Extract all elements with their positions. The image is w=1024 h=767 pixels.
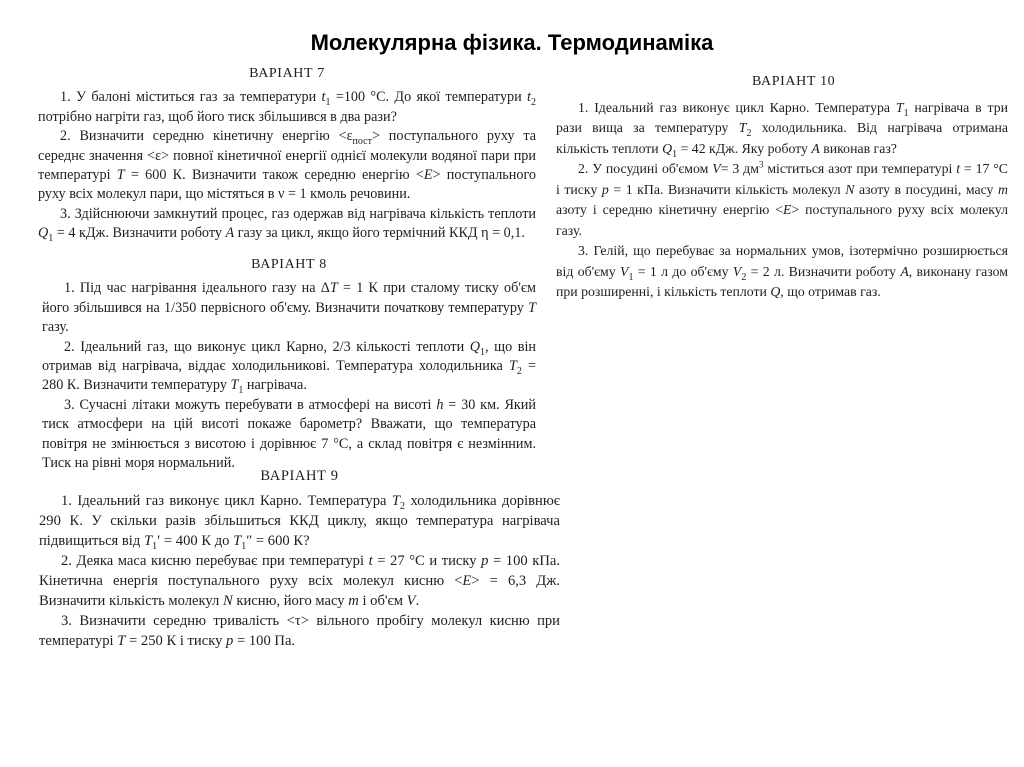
- problem-1: 1. У балоні міститься газ за температури $t_1 =100$ °С. До якої температури $t_2$ потрібно нагріти газ, щоб його тиск збільшився в два рази?: [38, 89, 536, 125]
- variant-title: ВАРІАНТ 9: [260, 468, 339, 484]
- problem-1: 1. Ідеальний газ виконує цикл Карно. Температура $Т_2$ холодильника дорівнює 290 К. У скільки разів збільшиться ККД циклу, якщо температура нагрівача підвищиться від $Т_1' = 400$ К до $Т_1'' = 600$ К?: [39, 493, 560, 552]
- problem-3: 3. Здійснюючи замкнутий процес, газ одержав від нагрівача кількість теплоти $Q_1 = 4$ кДж. Визначити роботу А газу за цикл, якщо його термічний ККД η = 0,1.: [38, 205, 536, 245]
- problem-2: 2. Деяка маса кисню перебуває при температурі t = 27 °С и тиску р = 100 кПа. Кінетична енергія поступального руху всіх молекул кисню <Е> = 6,3 Дж. Визначити кількість молекул N кисню, його масу т і об'єм V.: [39, 553, 560, 609]
- problem-2: 2. У посудині об'ємом V= 3 $дм^3$ міститься азот при температурі t = 17 °С і тиску р = 1 кПа. Визначити кількість молекул N азоту в посудині, масу т азоту і середню кінетичну енергію <Е> поступального руху всіх молекул газу.: [556, 159, 1008, 238]
- problem-2: 2. Ідеальний газ, що виконує цикл Карно, 2/3 кількості теплоти $Q_1$, що він отримав від нагрівача, віддає холодильникові. Температура холодильника $Т_2 = 280$ К. Визначити температуру $Т_1$ нагрівача.: [42, 338, 536, 397]
- problem-1: 1. Ідеальний газ виконує цикл Карно. Температура $Т_1$ нагрівача в три рази вища за температуру $Т_2$ холодильника. Від нагрівача отримана кількість теплоти $Q_1 = 42$ кДж. Яку роботу А виконав газ?: [556, 99, 1008, 160]
- problem-3: 3. Сучасні літаки можуть перебувати в атмосфері на висоті h = 30 км. Який тиск атмосфери на цій висоті покаже барометр? Вважати, що температура повітря не змінюється з висотою і дорівнює 7 °С, а склад повітря є незмінним. Тиск на рівні моря нормальний.: [42, 396, 536, 472]
- problem-1: 1. Під час нагрівання ідеального газу на ΔТ = 1 К при сталому тиску об'єм його збільшився на 1/350 первісного об'єму. Визначити початкову температуру Т газу.: [42, 280, 536, 336]
- variant-9-section: [39, 466, 560, 651]
- variant-title: ВАРІАНТ 7: [249, 66, 325, 81]
- problem-2: 2. Визначити середню кінетичну енергію $<\varepsilon_{пост}>$ поступального руху та середнє значення <ε> повної кінетичної енергії однієї молекули водяної пари при температурі Т = 600 К. Визначити також середню енергію <Е> поступального руху всіх молекул пари, що містяться в ν = 1 кмоль речовини.: [38, 128, 536, 203]
- variant-8-section: [42, 255, 536, 473]
- problem-3: 3. Гелій, що перебуває за нормальних умов, ізотермічно розширюється від об'єму $V_1 = 1$ л до об'єму $V_2 = 2$ л. Визначити роботу А, виконану газом при розширенні, і кількість теплоти Q, що отримав газ.: [556, 243, 1008, 299]
- variant-title: ВАРІАНТ 8: [251, 257, 327, 272]
- variant-10-section: [556, 72, 1008, 303]
- variant-title: ВАРІАНТ 10: [752, 74, 836, 89]
- variant-7-section: [38, 64, 536, 244]
- page-title: Молекулярна фізика. Термодинаміка: [310, 30, 714, 55]
- problem-3: 3. Визначити середню тривалість <τ> вільного пробігу молекул кисню при температурі Т = 250 К і тиску р = 100 Па.: [39, 613, 560, 649]
